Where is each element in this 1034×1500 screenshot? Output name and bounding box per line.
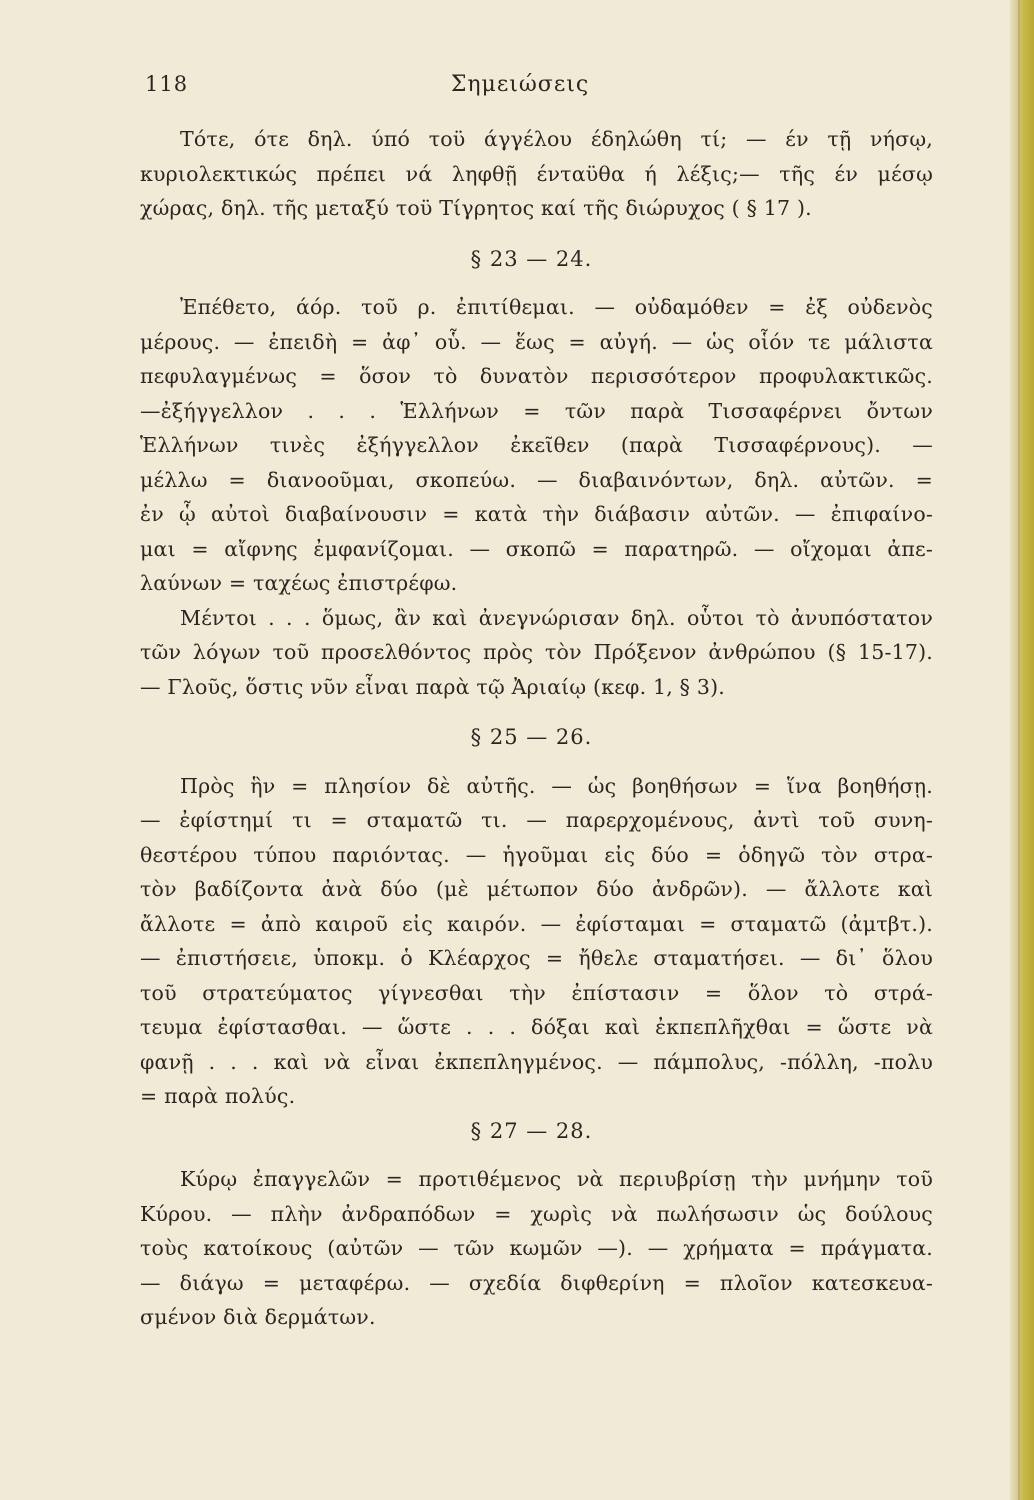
text-line: Κύρου. — πλὴν ἀνδραπόδων = χωρὶς νὰ πωλήσωσιν ὡς δούλους xyxy=(140,1201,933,1226)
page-header xyxy=(0,72,1010,112)
text-line: πεφυλαγμένως = ὅσον τὸ δυνατὸν περισσότερον προφυλακτικῶς. xyxy=(140,364,933,388)
text-line: —ἐξήγγελλον . . . Ἑλλήνων = τῶν παρὰ Τισσαφέρνει ὄντων xyxy=(140,398,933,423)
notes-body xyxy=(140,122,933,1335)
text-line: τῶν λόγων τοῦ προσελθόντος πρὸς τὸν Πρόξενον ἀνθρώπου (§ 15-17). xyxy=(140,640,933,664)
text-line: ἄλλοτε = ἀπὸ καιροῦ εἰς καιρόν. — ἐφίσταμαι = σταματῶ (ἀμτβτ.). xyxy=(140,911,933,936)
text-line: μέρους. — ἐπειδὴ = ἀφ᾽ οὗ. — ἕως = αὐγή. — ὡς οἷόν τε μάλιστα xyxy=(140,329,933,354)
text-line: ἐν ᾧ αὐτοὶ διαβαίνουσιν = κατὰ τὴν διάβασιν αὐτῶν. — ἐπιφαίνο- xyxy=(140,502,933,526)
text-line: μαι = αἴφνης ἐμφανίζομαι. — σκοπῶ = παρατηρῶ. — οἴχομαι ἀπε- xyxy=(140,536,933,561)
text-line: φανῇ . . . καὶ νὰ εἶναι ἐκπεπληγμένος. — πάμπολυς, -πόλλη, -πολυ xyxy=(140,1049,933,1074)
section-heading: § 25 — 26. xyxy=(470,725,593,749)
text-line: Κύρῳ ἐπαγγελῶν = προτιθέμενος νὰ περιυβρίσῃ τὴν μνήμην τοῦ xyxy=(180,1167,933,1191)
text-line: Ἐπέθετο, άόρ. τοῦ ρ. ἐπιτίθεμαι. — οὐδαμόθεν = ἐξ οὐδενὸς xyxy=(180,295,933,319)
text-line: χώρας, δηλ. τῆς μεταξύ τοϋ Τίγρητος καί τῆς διώρυχος ( § 17 ). xyxy=(140,196,812,220)
text-line: θεστέρου τύπου παριόντας. — ἡγοῦμαι εἰς δύο = ὁδηγῶ τὸν στρα- xyxy=(140,842,933,867)
text-line: κυριολεκτικώς πρέπει νά ληφθῇ ένταϋθα ή λέξις;— τῆς έν μέσῳ xyxy=(140,161,933,186)
text-line: τευμα ἐφίστασθαι. — ὥστε . . . δόξαι καὶ ἐκπεπλῆχθαι = ὥστε νὰ xyxy=(140,1015,933,1039)
page-edge xyxy=(1010,0,1034,1500)
text-line: Πρὸς ἣν = πλησίον δὲ αὐτῆς. — ὡς βοηθήσων = ἵνα βοηθήσῃ. xyxy=(180,773,933,798)
text-line: Μέντοι . . . ὅμως, ἂν καὶ ἀνεγνώρισαν δηλ. οὗτοι τὸ ἀνυπόστατον xyxy=(180,605,933,630)
text-line: — ἐφίστημί τι = σταματῶ τι. — παρερχομένους, ἀντὶ τοῦ συνη- xyxy=(140,808,933,832)
page-edge-line xyxy=(1018,0,1020,1500)
text-line: τοῦ στρατεύματος γίγνεσθαι τὴν ἐπίστασιν = ὅλον τὸ στρά- xyxy=(140,980,933,1005)
text-line: — διάγω = μεταφέρω. — σχεδία διφθερίνη = πλοῖον κατεσκευα- xyxy=(140,1270,933,1295)
text-line: Τότε, ότε δηλ. ύπό τοϋ άγγέλου έδηλώθη τί; — έν τῇ νήσῳ, xyxy=(180,127,933,151)
running-title: Σημειώσεις xyxy=(450,72,590,97)
text-line: σμένον διὰ δερμάτων. xyxy=(140,1305,376,1329)
text-line: — Γλοῦς, ὅστις νῦν εἶναι παρὰ τῷ Ἀριαίῳ (κεφ. 1, § 3). xyxy=(140,674,726,699)
section-heading: § 23 — 24. xyxy=(470,246,593,271)
text-line: = παρὰ πολύς. xyxy=(140,1084,296,1108)
text-line: Ἑλλήνων τινὲς ἐξήγγελλον ἐκεῖθεν (παρὰ Τισσαφέρνους). — xyxy=(140,433,933,457)
section-heading: § 27 — 28. xyxy=(470,1118,593,1143)
page-number: 118 xyxy=(145,72,189,96)
text-line: τὸν βαδίζοντα ἀνὰ δύο (μὲ μέτωπον δύο ἀνδρῶν). — ἄλλοτε καὶ xyxy=(140,877,933,901)
text-line: λαύνων = ταχέως ἐπιστρέφω. xyxy=(140,571,458,595)
text-line: μέλλω = διανοοῦμαι, σκοπεύω. — διαβαινόντων, δηλ. αὐτῶν. = xyxy=(140,467,933,492)
text-line: τοὺς κατοίκους (αὐτῶν — τῶν κωμῶν —). — χρήματα = πράγματα. xyxy=(140,1236,933,1260)
text-line: — ἐπιστήσειε, ὑποκμ. ὁ Κλέαρχος = ἤθελε σταματήσει. — δι᾽ ὅλου xyxy=(140,946,933,970)
